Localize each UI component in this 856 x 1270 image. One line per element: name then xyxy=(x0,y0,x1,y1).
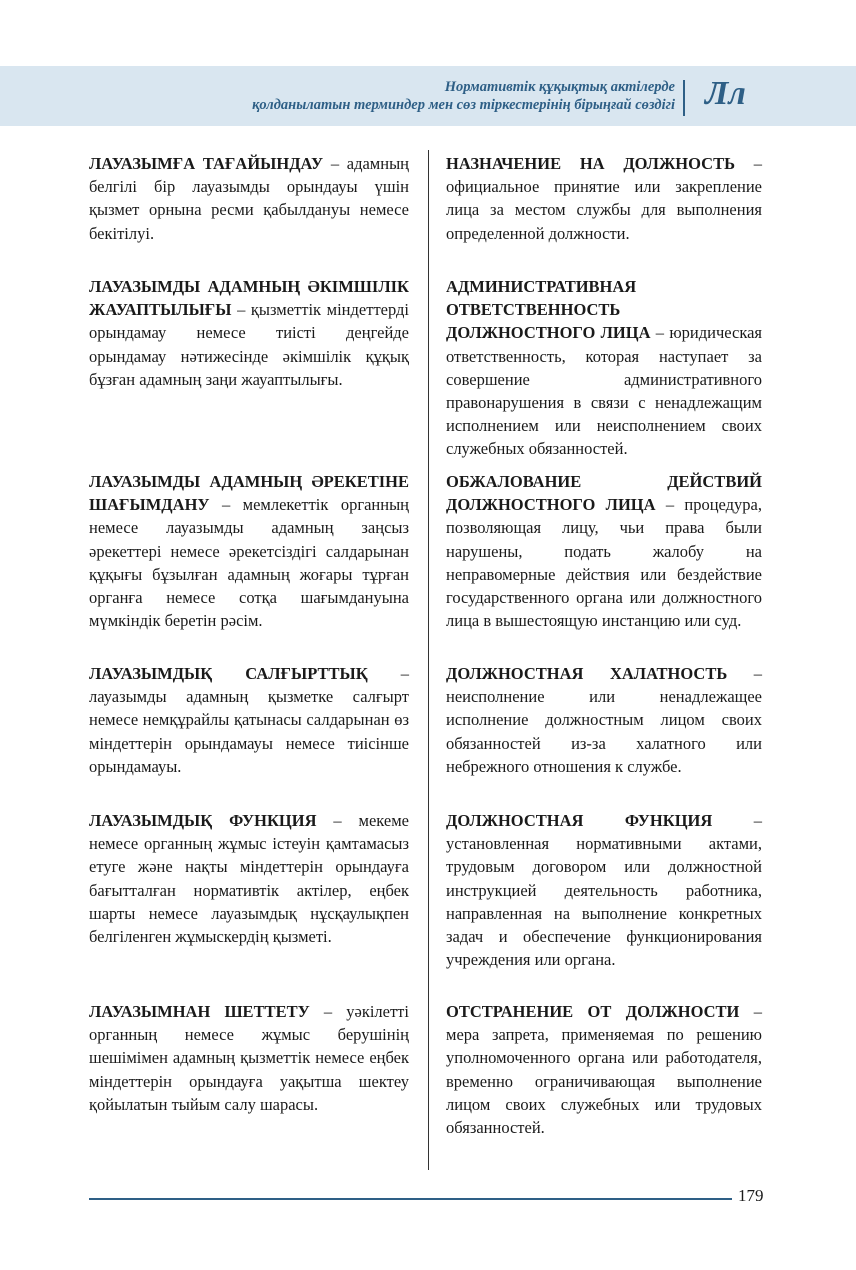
dictionary-title-line2: қолданылатын терминдер мен сөз тіркестерінің бірыңғай сөздігі xyxy=(252,97,675,113)
entry-kz-4 xyxy=(89,662,409,778)
entry-definition: – неисполнение или ненадлежащее исполнение должностным лицом своих обязанностей из-за халатного или небрежного отношения к службе. xyxy=(446,664,763,776)
entry-ru-4 xyxy=(446,662,762,778)
entry-ru-1 xyxy=(446,152,762,245)
entry-term: ЛАУАЗЫМДЫ АДАМНЫҢ ӘКІМШІЛІК ЖАУАПТЫЛЫҒЫ xyxy=(89,277,409,320)
entry-term: ЛАУАЗЫМДЫҚ САЛҒЫРТТЫҚ xyxy=(89,664,368,683)
entry-ru-3 xyxy=(446,470,762,632)
entry-ru-2 xyxy=(446,275,762,461)
entry-kz-2 xyxy=(89,275,409,391)
entry-definition: – адамның белгілі бір лауазымды орындауы үшін қызмет орнына ресми қабылдануы немесе бекітілуі. xyxy=(89,154,409,243)
entry-ru-6 xyxy=(446,1000,762,1139)
entry-term: ЛАУАЗЫМНАН ШЕТТЕТУ xyxy=(89,1002,310,1021)
entry-term: ДОЛЖНОСТНАЯ ХАЛАТНОСТЬ xyxy=(446,664,728,683)
entry-term: ЛАУАЗЫМДЫҚ ФУНКЦИЯ xyxy=(89,811,317,830)
footer-line xyxy=(89,1198,732,1200)
section-letters: Лл xyxy=(705,75,746,112)
page-number: 179 xyxy=(738,1186,764,1205)
entry-definition: – мекеме немесе органның жұмыс істеуін қамтамасыз етуге және нақты міндеттерін орындауға бағытталған нормативтік актілер, еңбек шарты немесе лауазымдық нұсқаулықпен белгіленген жұмыскердің қызметі. xyxy=(89,811,409,947)
entry-definition: – официальное принятие или закрепление лица за местом службы для выполнения определенной должности. xyxy=(446,154,762,243)
entry-definition: – уәкілетті органның немесе жұмыс берушінің шешімімен адамның қызметтік немесе еңбек міндеттерін орындауға уақытша шектеу қойылатын тыйым салу шарасы. xyxy=(89,1002,409,1114)
column-divider xyxy=(428,150,429,1170)
entry-term: ОТСТРАНЕНИЕ ОТ ДОЛЖНОСТИ xyxy=(446,1002,740,1021)
dictionary-title xyxy=(252,78,675,114)
entry-term: ЛАУАЗЫМДЫ АДАМНЫҢ ӘРЕКЕТІНЕ ШАҒЫМДАНУ xyxy=(89,472,409,515)
entry-definition: – лауазымды адамның қызметке салғырт немесе немқұрайлы қатынасы салдарынан өз міндеттерін орындамауы немесе тиісінше орындамауы. xyxy=(89,664,409,776)
entry-kz-1 xyxy=(89,152,409,245)
dictionary-title-line1: Нормативтік құқықтық актілерде xyxy=(444,79,675,95)
entry-kz-3 xyxy=(89,470,409,632)
entry-definition: – установленная нормативными актами, трудовым договором или должностной инструкцией деятельность работника, направленная на выполнение конкретных задач и обеспечение функционирования учреждения или органа. xyxy=(446,811,762,970)
entry-kz-6 xyxy=(89,1000,409,1116)
entry-term: АДМИНИСТРАТИВНАЯ ОТВЕТСТВЕННОСТЬ ДОЛЖНОСТНОГО ЛИЦА xyxy=(446,277,651,343)
entry-term: ОБЖАЛОВАНИЕ ДЕЙСТВИЙ ДОЛЖНОСТНОГО ЛИЦА xyxy=(446,472,762,515)
header-separator xyxy=(683,80,685,116)
entry-definition: – юридическая ответственность, которая наступает за совершение административного правонарушения в связи с ненадлежащим исполнением или неисполнением своих служебных обязанностей. xyxy=(446,323,762,459)
entry-term: ЛАУАЗЫМҒА ТАҒАЙЫНДАУ xyxy=(89,154,324,173)
entry-ru-5 xyxy=(446,809,762,971)
entry-definition: – процедура, позволяющая лицу, чьи права были нарушены, подать жалобу на неправомерные действия или бездействие государственного органа или должностного лица в вышестоящую инстанцию или суд. xyxy=(446,495,762,631)
entry-definition: – мемлекеттік органның немесе лауазымды адамның заңсыз әрекеттері немесе әрекетсіздігі салдарынан құқығы бұзылған адамның жоғары тұрған органға немесе сотқа шағымдануына мүмкіндік беретін рәсім. xyxy=(89,495,409,631)
entry-definition: – қызметтік міндеттерді орындамау немесе тиісті деңгейде орындамау нәтижесінде әкімшілік құқық бұзған адамның заңи жауаптылығы. xyxy=(89,300,409,389)
entry-term: НАЗНАЧЕНИЕ НА ДОЛЖНОСТЬ xyxy=(446,154,735,173)
entry-definition: – мера запрета, применяемая по решению уполномоченного органа или работодателя, временно ограничивающая выполнение лицом своих служебных или трудовых обязанностей. xyxy=(446,1002,762,1138)
entry-kz-5 xyxy=(89,809,409,948)
entry-term: ДОЛЖНОСТНАЯ ФУНКЦИЯ xyxy=(446,811,713,830)
